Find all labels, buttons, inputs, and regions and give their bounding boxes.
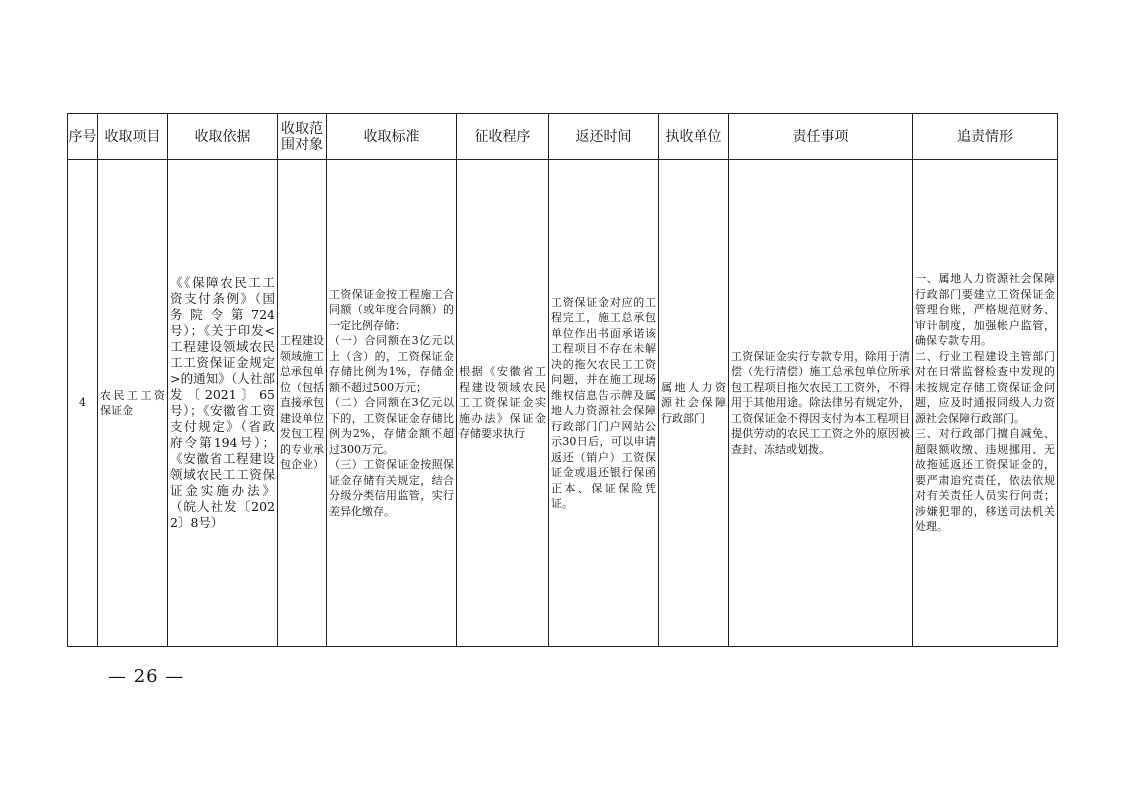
header-unit: 执收单位 <box>659 114 729 160</box>
table-row <box>68 160 1058 647</box>
cell-no <box>68 160 98 647</box>
legal-basis: 《《保障农民工工资支付条例》（国务院令第724号）；《关于印发<工程建设领域农民工工资保证金规定>的通知》（人社部发〔2021〕65号）；《安徽省工资支付规定》（省政府令第194号）；《安徽省工程建设领域农民工工资保证金实施办法》（皖人社发〔2022〕8号） <box>170 275 275 530</box>
header-row <box>68 114 1058 160</box>
header-accountability: 追责情形 <box>913 114 1058 160</box>
accountability-paragraph: 二、行业工程建设主管部门对在日常监督检查中发现的未按规定存储工资保证金问题，应及时通报同级人力资源社会保障行政部门。 <box>915 349 1055 425</box>
cell-basis <box>168 160 278 647</box>
unit-text: 属地人力资源社会保障行政部门 <box>661 380 726 425</box>
cell-unit <box>659 160 729 647</box>
cell-standard <box>327 160 457 647</box>
accountability-text <box>913 271 1057 535</box>
cell-scope <box>278 160 327 647</box>
header-return-time: 返还时间 <box>549 114 659 160</box>
header-item: 收取项目 <box>98 114 168 160</box>
standard-paragraph: 工资保证金按工程施工合同额（或年度合同额）的一定比例存储： <box>329 287 454 332</box>
cell-return-time <box>549 160 659 647</box>
header-standard: 收取标准 <box>327 114 457 160</box>
header-no: 序号 <box>68 114 98 160</box>
row-number: 4 <box>79 396 86 410</box>
duty-text: 工资保证金实行专款专用，除用于清偿（先行清偿）施工总承包单位所承包工程项目拖欠农民工工资外，不得用于其他用途。除法律另有规定外，工资保证金不得因支付为本工程项目提供劳动的农民工工资之外的原因被查封、冻结或划拨。 <box>731 349 910 456</box>
header-scope: 收取范围对象 <box>278 114 327 160</box>
procedure-text: 根据《安徽省工程建设领域农民工工资保证金实施办法》保证金存储要求执行 <box>459 365 546 441</box>
accountability-paragraph: 三、对行政部门擅自减免、超限额收缴、违规挪用、无故拖延返还工资保证金的，要严肃追究责任，依法依规对有关责任人员实行问责；涉嫌犯罪的，移送司法机关处理。 <box>915 427 1055 534</box>
cell-procedure <box>457 160 549 647</box>
cell-duty <box>729 160 913 647</box>
cell-item <box>98 160 168 647</box>
standard-paragraph: （三）工资保证金按照保证金存储有关规定，结合分级分类信用监管，实行差异化缴存。 <box>329 458 454 518</box>
return-time-text: 工资保证金对应的工程完工，施工总承包单位作出书面承诺该工程项目不存在未解决的拖欠农民工工资问题，并在施工现场维权信息告示牌及属地人力资源社会保障行政部门门户网站公示30日后，可以申请返还（销户）工资保证金或退还银行保函正本、保证保险凭证。 <box>551 295 656 510</box>
header-procedure: 征收程序 <box>457 114 549 160</box>
standard-paragraph: （二）合同额在3亿元以下的，工资保证金存储比例为2%，存储金额不超过300万元。 <box>329 396 454 456</box>
cell-accountability <box>913 160 1058 647</box>
scope-text: 工程建设领域施工总承包单位（包括直接承包建设单位发包工程的专业承包企业） <box>280 334 324 472</box>
standard-text <box>327 287 456 520</box>
accountability-paragraph: 一、属地人力资源社会保障行政部门要建立工资保证金管理台账，严格规范财务、审计制度，加强帐户监管，确保专款专用。 <box>915 272 1055 348</box>
header-basis: 收取依据 <box>168 114 278 160</box>
page-number: — 26 — <box>108 666 185 687</box>
fee-table <box>67 113 1058 647</box>
fee-item: 农民工工资保证金 <box>100 388 165 417</box>
standard-paragraph: （一）合同额在3亿元以上（含）的，工资保证金存储比例为1%，存储金额不超过500万元； <box>329 334 454 394</box>
header-duty: 责任事项 <box>729 114 913 160</box>
